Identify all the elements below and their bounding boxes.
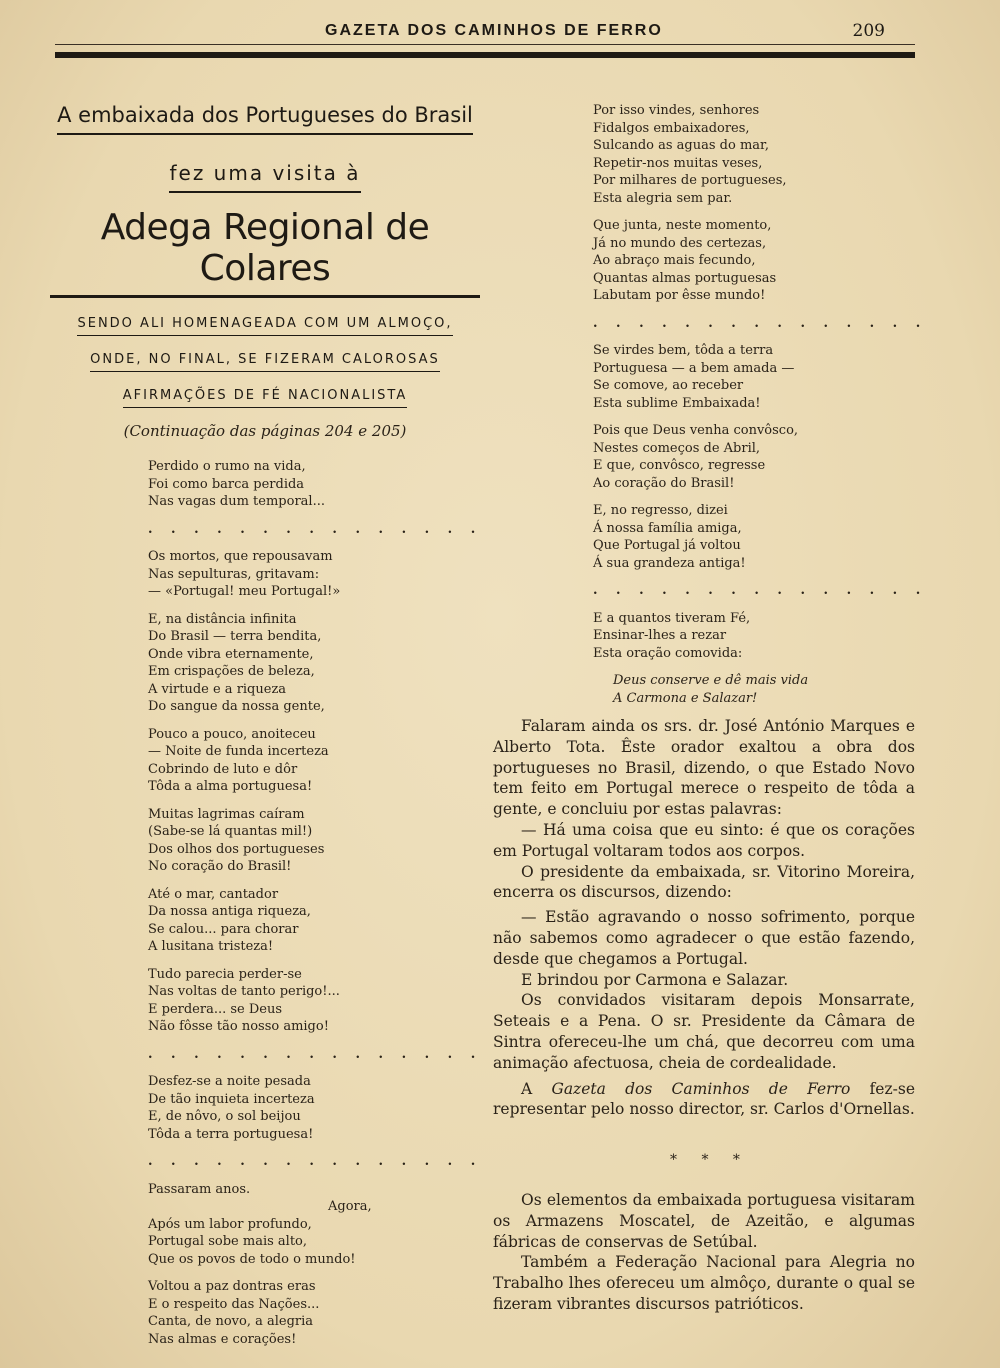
- poem-stanza: [148, 458, 388, 511]
- subtitle-line-2: ONDE, NO FINAL, SE FIZERAM CALOROSAS: [90, 352, 440, 372]
- poem-line: Tôda a terra portuguesa!: [148, 1126, 314, 1142]
- poem-line: Nas almas e corações!: [148, 1331, 297, 1347]
- poem-line: Nestes começos de Abril,: [593, 440, 761, 456]
- poem-line: Esta oração comovida:: [593, 645, 743, 661]
- poem-stanza: [593, 217, 853, 305]
- poem-line: Os mortos, que repousavam: [148, 549, 333, 564]
- poem-line: Voltou a paz dontras eras: [148, 1279, 316, 1294]
- poem-line: (Sabe-se lá quantas mil!): [148, 824, 313, 839]
- poem-line: Dos olhos dos portugueses: [148, 841, 325, 857]
- poem-stanza: [148, 1278, 388, 1348]
- poem-stanza: [593, 342, 853, 412]
- poem-line: Nas voltas de tanto perigo!...: [148, 984, 340, 999]
- poem-stanza: [148, 726, 388, 796]
- title-line-1: A embaixada dos Portugueses do Brasil: [57, 103, 473, 135]
- poem-stanza: [593, 102, 853, 207]
- subtitle-line-3: AFIRMAÇÕES DE FÉ NACIONALISTA: [123, 388, 408, 408]
- poem-stanza: [148, 1073, 388, 1143]
- poem-line: Onde vibra eternamente,: [148, 646, 314, 662]
- poem-line: E perdera... se Deus: [148, 1001, 283, 1017]
- poem-line: Portugal sobe mais alto,: [148, 1234, 307, 1249]
- paragraph: A Gazeta dos Caminhos de Ferro fez-se representar pelo nosso director, sr. Carlos d'Ornellas.: [493, 1079, 915, 1119]
- poem-stanza: [593, 610, 853, 663]
- poem-line: Se comove, ao receber: [593, 378, 744, 393]
- poem-line: Á sua grandeza antiga!: [593, 555, 746, 571]
- poem-line: Em crispações de beleza,: [148, 664, 315, 679]
- poem-line: Deus conserve e dê mais vida: [613, 673, 809, 688]
- poem-line: Repetir-nos muitas veses,: [593, 155, 763, 171]
- poem-line: Esta alegria sem par.: [593, 190, 733, 206]
- poem-line: De tão inquieta incerteza: [148, 1091, 315, 1107]
- poem-line: Até o mar, cantador: [148, 886, 279, 902]
- poem-line: Ao abraço mais fecundo,: [593, 253, 756, 268]
- stanza-separator: . . . . . . . . . . . . . . .: [148, 1046, 483, 1062]
- stanza-separator: . . . . . . . . . . . . . . .: [593, 583, 928, 598]
- poem-line: Sulcando as aguas do mar,: [593, 138, 769, 153]
- poem-stanza: [148, 966, 388, 1036]
- poem-line: Por milhares de portugueses,: [593, 173, 787, 188]
- poem-line: Á nossa família amiga,: [593, 520, 742, 536]
- poem-line: Ao coração do Brasil!: [593, 475, 735, 491]
- article-body-continued: [493, 1190, 915, 1315]
- poem-line: E, na distância infinita: [148, 611, 297, 627]
- poem-line: A virtude e a riqueza: [148, 681, 287, 697]
- poem-line: Portuguesa — a bem amada —: [593, 360, 795, 376]
- page-number: 209: [852, 21, 885, 41]
- article-body: [493, 716, 915, 1120]
- poem-line: Quantas almas portuguesas: [593, 270, 777, 286]
- poem-line: Agora,: [328, 1199, 372, 1214]
- poem-stanza: [148, 1181, 388, 1216]
- poem-line: Labutam por êsse mundo!: [593, 288, 766, 303]
- poem-stanza: [148, 548, 388, 601]
- title-line-2: fez uma visita à: [169, 161, 360, 193]
- poem-line: — «Portugal! meu Portugal!»: [148, 584, 341, 599]
- poem-line: Se virdes bem, tôda a terra: [593, 343, 774, 358]
- stanza-separator: . . . . . . . . . . . . . . .: [148, 1154, 483, 1169]
- poem-line: Tôda a alma portuguesa!: [148, 779, 313, 794]
- poem-line: Desfez-se a noite pesada: [148, 1074, 311, 1089]
- stanza-separator: . . . . . . . . . . . . . . .: [148, 521, 483, 537]
- page-header: [55, 18, 915, 60]
- poem-line: E que, convôsco, regresse: [593, 458, 766, 473]
- poem-line: Canta, de novo, a alegria: [148, 1314, 314, 1329]
- poem-line: Nas sepulturas, gritavam:: [148, 566, 320, 582]
- poem-line: E, no regresso, dizei: [593, 503, 728, 518]
- poem-line: Que Portugal já voltou: [593, 538, 741, 553]
- poem-line: Ensinar-lhes a rezar: [593, 628, 727, 643]
- poem-line: A lusitana tristeza!: [148, 939, 274, 954]
- poem-line: Do sangue da nossa gente,: [148, 699, 325, 714]
- paragraph: O presidente da embaixada, sr. Vitorino Moreira, encerra os discursos, dizendo:: [493, 862, 915, 902]
- poem-stanza: [148, 886, 388, 956]
- poem-line: E, de nôvo, o sol beijou: [148, 1109, 301, 1124]
- poem-line: Cobrindo de luto e dôr: [148, 761, 298, 777]
- poem-stanza: [148, 806, 388, 876]
- poem-line: Muitas lagrimas caíram: [148, 806, 305, 822]
- poem-line: Do Brasil — terra bendita,: [148, 629, 322, 644]
- poem-line: E a quantos tiveram Fé,: [593, 610, 751, 626]
- paragraph: — Estão agravando o nosso sofrimento, porque não sabemos como agradecer o que estão fazendo, desde que chegamos a Portugal.: [493, 908, 915, 968]
- poem-right-column: [593, 102, 928, 717]
- poem-line: A Carmona e Salazar!: [613, 690, 758, 706]
- poem-line: Esta sublime Embaixada!: [593, 395, 761, 411]
- main-title: Adega Regional de Colares: [50, 207, 480, 298]
- continuation-note: (Continuação das páginas 204 e 205): [123, 422, 407, 440]
- paragraph: Também a Federação Nacional para Alegria no Trabalho lhes ofereceu um almôço, durante o qual se fizeram vibrantes discursos patrióticos.: [493, 1253, 915, 1313]
- poem-line: Da nossa antiga riqueza,: [148, 904, 311, 919]
- poem-line: Foi como barca perdida: [148, 476, 305, 492]
- poem-stanza: [593, 502, 853, 572]
- publication-title: GAZETA DOS CAMINHOS DE FERRO: [325, 22, 663, 39]
- paragraph: E brindou por Carmona e Salazar.: [521, 970, 789, 989]
- poem-stanza: [148, 611, 388, 716]
- paragraph: — Há uma coisa que eu sinto: é que os corações em Portugal voltaram todos aos corpos.: [493, 820, 915, 860]
- poem-line: Tudo parecia perder-se: [148, 966, 302, 982]
- poem-line: Após um labor profundo,: [148, 1216, 312, 1232]
- poem-line: Já no mundo des certezas,: [593, 235, 767, 251]
- poem-line: Por isso vindes, senhores: [593, 103, 760, 118]
- poem-line: Nas vagas dum temporal...: [148, 494, 325, 509]
- poem-line: Não fôsse tão nosso amigo!: [148, 1019, 329, 1034]
- subtitle-line-1: SENDO ALI HOMENAGEADA COM UM ALMOÇO,: [77, 316, 452, 336]
- poem-line: Que junta, neste momento,: [593, 218, 772, 233]
- article-heading: [50, 95, 480, 440]
- poem-stanza: [148, 1216, 388, 1269]
- paragraph: Os convidados visitaram depois Monsarrate, Seteais e a Pena. O sr. Presidente da Câmara de Sintra ofereceu-lhe um chá, que decorreu com uma animação afectuosa, cheia de cordealidade.: [493, 991, 915, 1072]
- poem-closing-stanza: [593, 672, 853, 707]
- poem-line: Que os povos de todo o mundo!: [148, 1251, 356, 1267]
- poem-line: No coração do Brasil!: [148, 859, 292, 874]
- poem-line: Se calou... para chorar: [148, 921, 299, 937]
- poem-line: Passaram anos.: [148, 1181, 251, 1197]
- stanza-separator: . . . . . . . . . . . . . . .: [593, 315, 928, 331]
- publication-name: Gazeta dos Caminhos de Ferro: [551, 1079, 851, 1098]
- paragraph: Os elementos da embaixada portuguesa visitaram os Armazens Moscatel, de Azeitão, e algumas fábricas de conservas de Setúbal.: [493, 1191, 915, 1251]
- header-rule-thin: [55, 44, 915, 45]
- poem-line: Fidalgos embaixadores,: [593, 120, 750, 136]
- poem-line: Pois que Deus venha convôsco,: [593, 423, 799, 438]
- poem-left-column: [148, 458, 483, 1358]
- poem-line: Pouco a pouco, anoiteceu: [148, 726, 316, 742]
- section-break: * * *: [670, 1152, 750, 1168]
- paragraph: Falaram ainda os srs. dr. José António Marques e Alberto Tota. Êste orador exaltou a obra dos portugueses no Brasil, dizendo, o que Estado Novo tem feito em Portugal merece o respeito de tôda a gente, e concluiu por estas palavras:: [493, 717, 915, 819]
- poem-stanza: [593, 422, 853, 492]
- poem-line: — Noite de funda incerteza: [148, 744, 329, 759]
- poem-line: E o respeito das Nações...: [148, 1296, 320, 1312]
- header-rule-thick: [55, 52, 915, 58]
- poem-line: Perdido o rumo na vida,: [148, 459, 306, 474]
